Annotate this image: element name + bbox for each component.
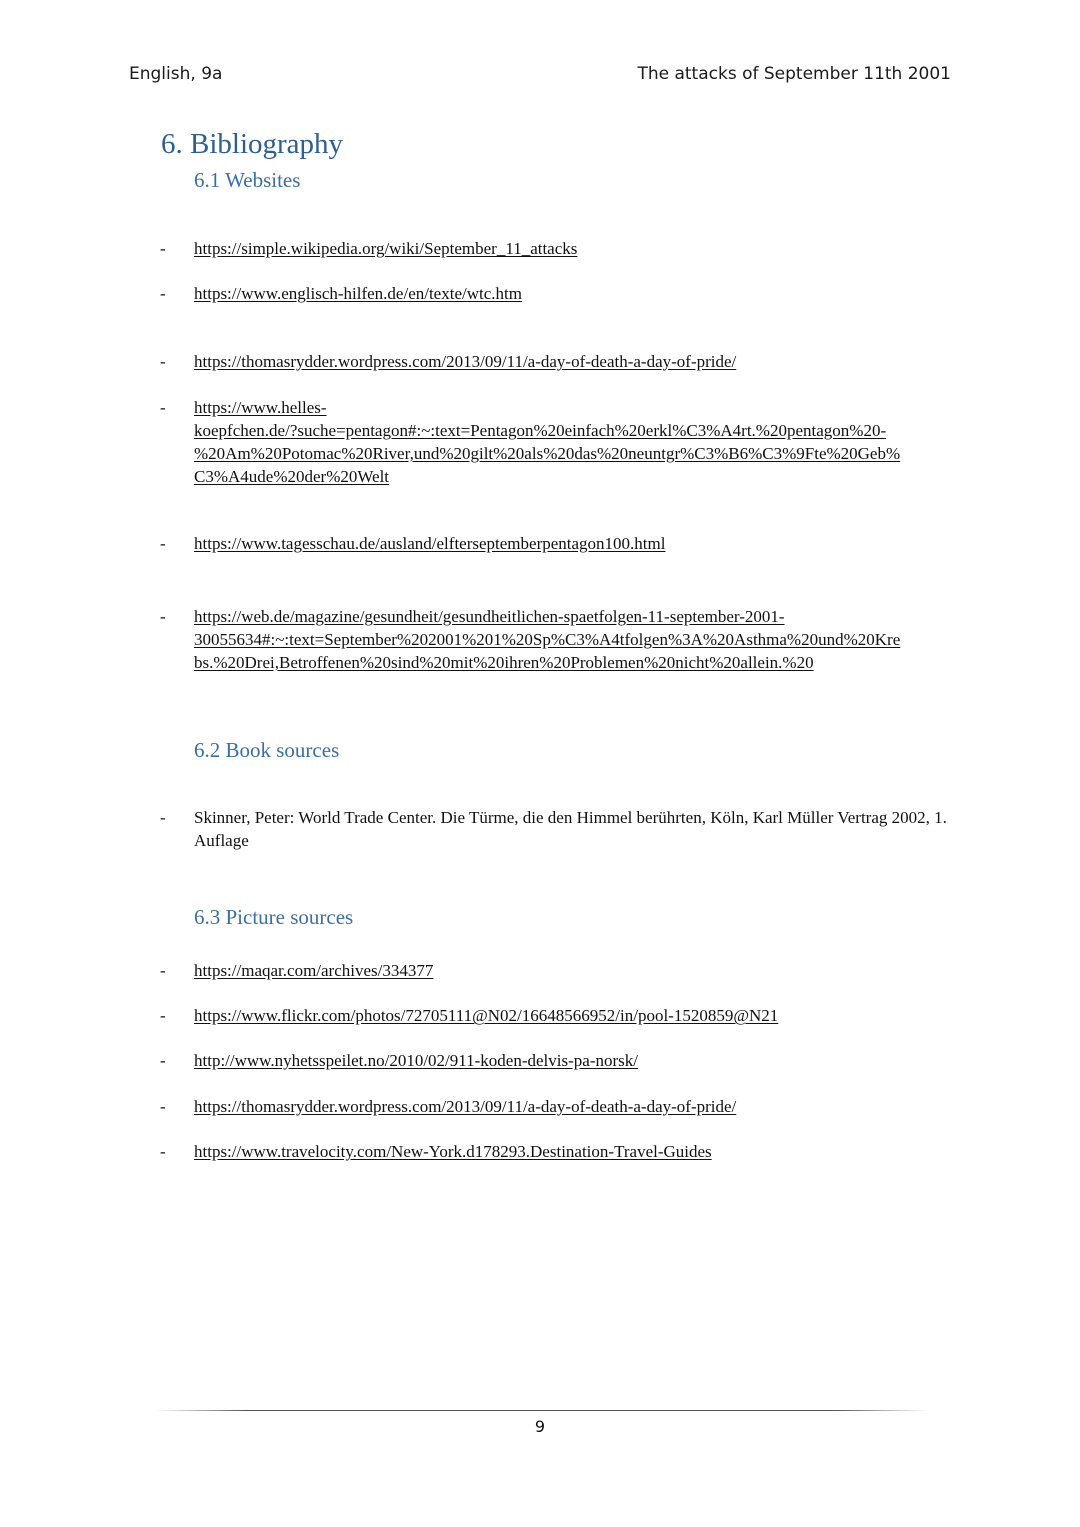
picture-source-link[interactable]: http://www.nyhetsspeilet.no/2010/02/911-koden-delvis-pa-norsk/ bbox=[194, 1051, 638, 1070]
book-citation: Skinner, Peter: World Trade Center. Die Türme, die den Himmel berührten, Köln, Karl Müller Vertrag 2002, 1. Auflage bbox=[194, 808, 947, 850]
bullet-dash: - bbox=[160, 534, 166, 553]
picture-source-link[interactable]: https://www.flickr.com/photos/72705111@N02/16648566952/in/pool-1520859@N21 bbox=[194, 1006, 779, 1025]
link-line: koepfchen.de/?suche=pentagon#:~:text=Pentagon%20einfach%20erkl%C3%A4rt.%20pentagon%20- bbox=[194, 421, 887, 440]
bullet-dash: - bbox=[160, 284, 166, 303]
picture-source-link[interactable]: https://maqar.com/archives/334377 bbox=[194, 961, 434, 980]
subheading-websites: 6.1 Websites bbox=[194, 168, 301, 192]
website-link[interactable]: https://simple.wikipedia.org/wiki/September_11_attacks bbox=[194, 239, 578, 258]
bullet-dash: - bbox=[160, 961, 166, 980]
bullet-dash: - bbox=[160, 1051, 166, 1070]
website-link[interactable]: https://thomasrydder.wordpress.com/2013/09/11/a-day-of-death-a-day-of-pride/ bbox=[194, 352, 737, 371]
header-document-title: The attacks of September 11th 2001 bbox=[637, 64, 951, 84]
subheading-picture-sources: 6.3 Picture sources bbox=[194, 905, 354, 929]
picture-source-link[interactable]: https://www.travelocity.com/New-York.d178293.Destination-Travel-Guides bbox=[194, 1142, 712, 1161]
link-line: C3%A4ude%20der%20Welt bbox=[194, 467, 390, 486]
link-line: %20Am%20Potomac%20River,und%20gilt%20als%20das%20neuntgr%C3%B6%C3%9Fte%20Geb% bbox=[194, 444, 901, 463]
website-link[interactable] bbox=[194, 605, 954, 674]
website-link[interactable] bbox=[194, 396, 954, 488]
website-link[interactable]: https://www.tagesschau.de/ausland/elfterseptemberpentagon100.html bbox=[194, 534, 666, 553]
bullet-dash: - bbox=[160, 352, 166, 371]
section-heading-bibliography: 6. Bibliography bbox=[161, 128, 344, 160]
header-course: English, 9a bbox=[129, 64, 223, 84]
page-number: 9 bbox=[534, 1417, 546, 1436]
bullet-dash: - bbox=[160, 808, 166, 827]
footer-divider bbox=[155, 1410, 927, 1411]
link-line: https://www.helles- bbox=[194, 398, 327, 417]
bullet-dash: - bbox=[160, 1097, 166, 1116]
bullet-dash: - bbox=[160, 1142, 166, 1161]
website-link[interactable]: https://www.englisch-hilfen.de/en/texte/wtc.htm bbox=[194, 284, 522, 303]
bullet-dash: - bbox=[160, 239, 166, 258]
bullet-dash: - bbox=[160, 1006, 166, 1025]
subheading-book-sources: 6.2 Book sources bbox=[194, 738, 340, 762]
link-line: https://web.de/magazine/gesundheit/gesundheitlichen-spaetfolgen-11-september-2001- bbox=[194, 607, 785, 626]
bullet-dash: - bbox=[160, 607, 166, 626]
bullet-dash: - bbox=[160, 398, 166, 417]
link-line: bs.%20Drei,Betroffenen%20sind%20mit%20ihren%20Problemen%20nicht%20allein.%20 bbox=[194, 653, 814, 672]
link-line: 30055634#:~:text=September%202001%201%20Sp%C3%A4tfolgen%3A%20Asthma%20und%20Kre bbox=[194, 630, 901, 649]
picture-source-link[interactable]: https://thomasrydder.wordpress.com/2013/09/11/a-day-of-death-a-day-of-pride/ bbox=[194, 1097, 737, 1116]
